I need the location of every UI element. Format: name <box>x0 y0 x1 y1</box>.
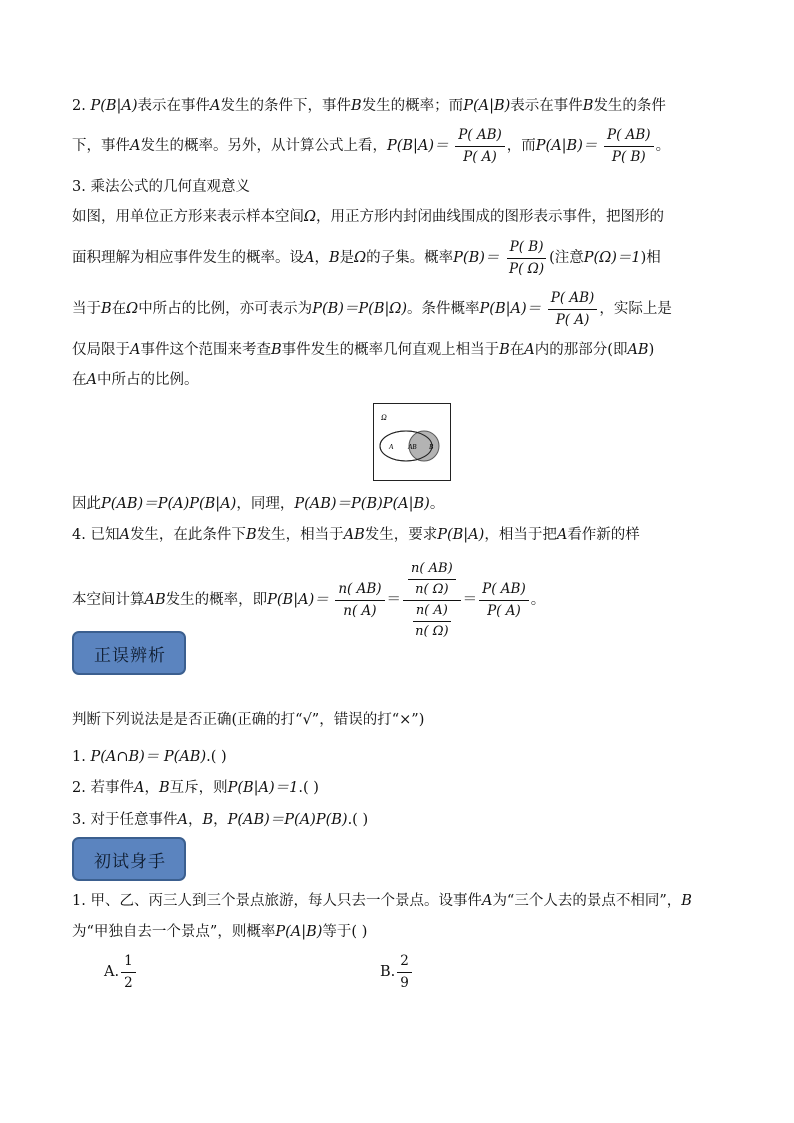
fraction-pab-over-pa-3: $\frac{P( AB)}{P( A)}$ <box>479 581 529 620</box>
answer-blank-1[interactable]: .( ) <box>206 749 227 765</box>
option-a-fraction: $\frac{1}{2}$ <box>121 953 136 992</box>
option-b-fraction: $\frac{2}{9}$ <box>397 953 412 992</box>
option-b[interactable]: B. $\frac{2}{9}$ <box>380 950 414 994</box>
para3-line2: 面积理解为相应事件发生的概率。设A，B是Ω的子集。概率P(B)＝ $\frac{P( B)}{P( \Omega)}$ (注意P(Ω)＝1)相 <box>72 238 661 277</box>
para2-line2: 下，事件A发生的概率。另外，从计算公式上看，P(B|A)＝ $\frac{P( AB)}{P( A)}$ ，而P(A|B)＝ $\frac{P( AB)}{P( B)}$ 。 <box>72 126 671 165</box>
para3-heading: 3. 乘法公式的几何直观意义 <box>72 179 250 195</box>
option-a[interactable]: A. $\frac{1}{2}$ <box>104 950 138 994</box>
section1-intro: 判断下列说法是是否正确(正确的打“√”，错误的打“×”) <box>72 712 425 728</box>
fraction-pb-over-pomega: $\frac{P( B)}{P( \Omega)}$ <box>506 239 547 278</box>
answer-blank-2[interactable]: .( ) <box>298 780 319 796</box>
venn-omega-label: Ω <box>381 413 387 422</box>
para4-line2: 本空间计算AB发生的概率，即P(B|A)＝ $\frac{n( AB)}{n( A)}$ ＝ $\frac{\frac{n( AB)}{n( \Omega)}}{\frac{n( A)}{n( \Omega)}}$ ＝ $\frac{P( AB)}{P( A)}$ 。 <box>72 560 546 639</box>
venn-a-label: A <box>389 443 394 451</box>
question-1-line1: 1. 甲、乙、丙三人到三个景点旅游，每人只去一个景点。设事件A为“三个人去的景点不相同”，B <box>72 893 692 909</box>
fraction-pab-over-pa: $\frac{P( AB)}{P( A)}$ <box>455 127 505 166</box>
para3-line5: 在A中所占的比例。 <box>72 372 199 388</box>
judge-item-3: 3. 对于任意事件A，B，P(AB)＝P(A)P(B).( ) <box>72 812 369 828</box>
section-badge-true-false: 正误辨析 <box>72 631 186 675</box>
para3-line3: 当于B在Ω中所占的比例，亦可表示为P(B)＝P(B|Ω)。条件概率P(B|A)＝ $\frac{P( AB)}{P( A)}$ ，实际上是 <box>72 289 672 328</box>
judge-item-2: 2. 若事件A，B互斥，则P(B|A)＝1.( ) <box>72 780 319 796</box>
para3-line6: 因此P(AB)＝P(A)P(B|A)，同理，P(AB)＝P(B)P(A|B)。 <box>72 496 445 512</box>
judge-item-1: 1. P(A∩B)＝ P(AB).( ) <box>72 749 227 765</box>
fraction-pab-over-pb: $\frac{P( AB)}{P( B)}$ <box>604 127 654 166</box>
para2-line1: 2. P(B|A)表示在事件A发生的条件下，事件B发生的概率；而P(A|B)表示在事件B发生的条件 <box>72 98 666 114</box>
para3-line4: 仅局限于A事件这个范围来考查B事件发生的概率几何直观上相当于B在A内的那部分(即AB) <box>72 342 655 358</box>
venn-ab-label: AB <box>408 443 417 451</box>
compound-fraction: $\frac{\frac{n( AB)}{n( \Omega)}}{\frac{n( A)}{n( \Omega)}}$ <box>403 561 461 640</box>
para3-line1: 如图，用单位正方形来表示样本空间Ω，用正方形内封闭曲线围成的图形表示事件，把图形的 <box>72 209 665 225</box>
venn-b-label: B <box>429 443 434 451</box>
fraction-pab-over-pa-2: $\frac{P( AB)}{P( A)}$ <box>548 290 598 329</box>
fraction-nab-over-na: $\frac{n( AB)}{n( A)}$ <box>335 581 384 620</box>
para4-line1: 4. 已知A发生，在此条件下B发生，相当于AB发生，要求P(B|A)，相当于把A看作新的样 <box>72 527 640 543</box>
answer-blank-q1[interactable]: 等于( ) <box>322 924 368 940</box>
question-1-line2: 为“甲独自去一个景点”，则概率P(A|B)等于( ) <box>72 924 368 940</box>
section-badge-first-try: 初试身手 <box>72 837 186 881</box>
answer-blank-3[interactable]: .( ) <box>347 812 369 828</box>
venn-diagram <box>373 403 451 481</box>
